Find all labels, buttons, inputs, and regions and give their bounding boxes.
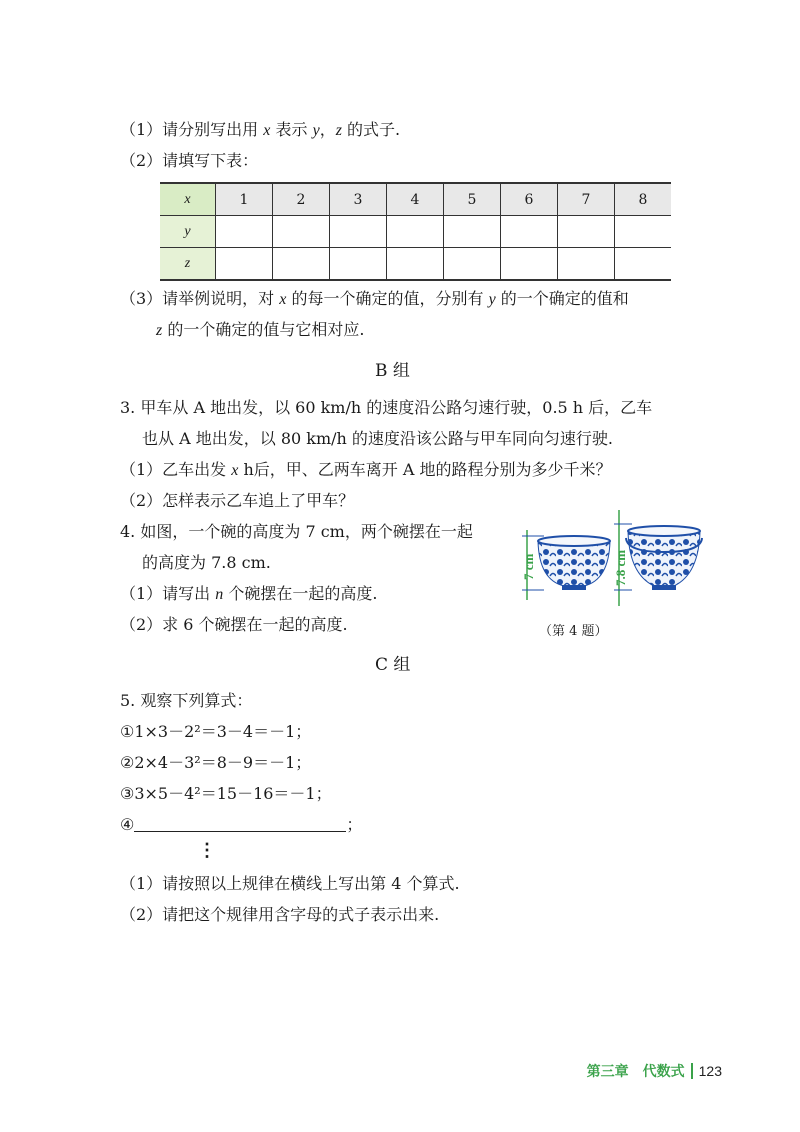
q5-sub2: （2）请把这个规律用含字母的式子表示出来. xyxy=(120,905,440,924)
table-row-z xyxy=(160,248,671,281)
z-blank-cell xyxy=(330,248,387,281)
q4-line1: 4. 如图，一个碗的高度为 7 cm，两个碗摆在一起 xyxy=(120,522,473,541)
y-blank-cell xyxy=(558,216,615,248)
q4-sub2: （2）求 6 个碗摆在一起的高度. xyxy=(120,615,348,634)
q3-sub2: （2）怎样表示乙车追上了甲车？ xyxy=(120,491,355,510)
height-label-two: 7.8 cm xyxy=(613,549,628,586)
q5-sub1: （1）请按照以上规律在横线上写出第 4 个算式. xyxy=(120,874,460,893)
x-value-cell: 4 xyxy=(387,183,444,216)
y-blank-cell xyxy=(387,216,444,248)
x-value-cell: 5 xyxy=(444,183,501,216)
q5-intro: 5. 观察下列算式： xyxy=(120,691,253,710)
z-blank-cell xyxy=(615,248,672,281)
z-blank-cell xyxy=(501,248,558,281)
figure-caption: （第 4 题） xyxy=(539,624,608,639)
x-value-cell: 3 xyxy=(330,183,387,216)
stacked-bowls-illustration xyxy=(626,526,702,590)
single-bowl-illustration xyxy=(538,536,610,590)
q3-line1: 3. 甲车从 A 地出发，以 60 km/h 的速度沿公路匀速行驶，0.5 h 后，乙车 xyxy=(120,398,653,417)
y-blank-cell xyxy=(444,216,501,248)
y-blank-cell xyxy=(330,216,387,248)
q5-equation-3: ③3×5－4²＝15－16＝－1； xyxy=(120,784,332,803)
q3-sub1: （1）乙车出发 x h后，甲、乙两车离开 A 地的路程分别为多少千米？ xyxy=(120,460,612,479)
row-label-x: x xyxy=(160,183,216,216)
group-b-heading: B 组 xyxy=(375,361,410,381)
x-value-cell: 7 xyxy=(558,183,615,216)
value-table xyxy=(160,182,671,281)
z-blank-cell xyxy=(558,248,615,281)
x-value-cell: 2 xyxy=(273,183,330,216)
q2-sub1: （1）请分别写出用 x 表示 y，z 的式子. xyxy=(120,120,401,139)
q2-sub3-line1: （3）请举例说明，对 x 的每一个确定的值，分别有 y 的一个确定的值和 xyxy=(120,289,629,308)
q2-sub3-line2: z 的一个确定的值与它相对应. xyxy=(156,320,365,339)
row-label-y: y xyxy=(160,216,216,248)
x-value-cell: 8 xyxy=(615,183,672,216)
footer-divider xyxy=(691,1063,693,1079)
y-blank-cell xyxy=(216,216,273,248)
table-row-y xyxy=(160,216,671,248)
continuation-dots: ⋮ xyxy=(198,840,216,861)
q4-sub1: （1）请写出 n 个碗摆在一起的高度. xyxy=(120,584,378,603)
q3-line2: 也从 A 地出发，以 80 km/h 的速度沿该公路与甲车同向匀速行驶. xyxy=(142,429,613,448)
q4-line2: 的高度为 7.8 cm. xyxy=(142,553,271,572)
y-blank-cell xyxy=(615,216,672,248)
q5-equation-2: ②2×4－3²＝8－9＝－1； xyxy=(120,753,312,772)
z-blank-cell xyxy=(273,248,330,281)
y-blank-cell xyxy=(501,216,558,248)
table-row-x xyxy=(160,183,671,216)
q5-equation-1: ①1×3－2²＝3－4＝－1； xyxy=(120,722,312,741)
page-footer xyxy=(587,1061,722,1081)
group-c-heading: C 组 xyxy=(375,655,411,675)
z-blank-cell xyxy=(216,248,273,281)
answer-blank-line[interactable] xyxy=(134,815,346,832)
q2-sub2: （2）请填写下表： xyxy=(120,151,259,170)
z-blank-cell xyxy=(444,248,501,281)
q5-equation-4: ④ ； xyxy=(120,815,363,834)
x-value-cell: 1 xyxy=(216,183,273,216)
row-label-z: z xyxy=(160,248,216,281)
bowls-figure xyxy=(514,508,714,616)
y-blank-cell xyxy=(273,216,330,248)
x-value-cell: 6 xyxy=(501,183,558,216)
height-label-one: 7 cm xyxy=(521,553,536,580)
page-number: 123 xyxy=(698,1063,722,1079)
chapter-label: 第三章 代数式 xyxy=(586,1063,685,1079)
z-blank-cell xyxy=(387,248,444,281)
